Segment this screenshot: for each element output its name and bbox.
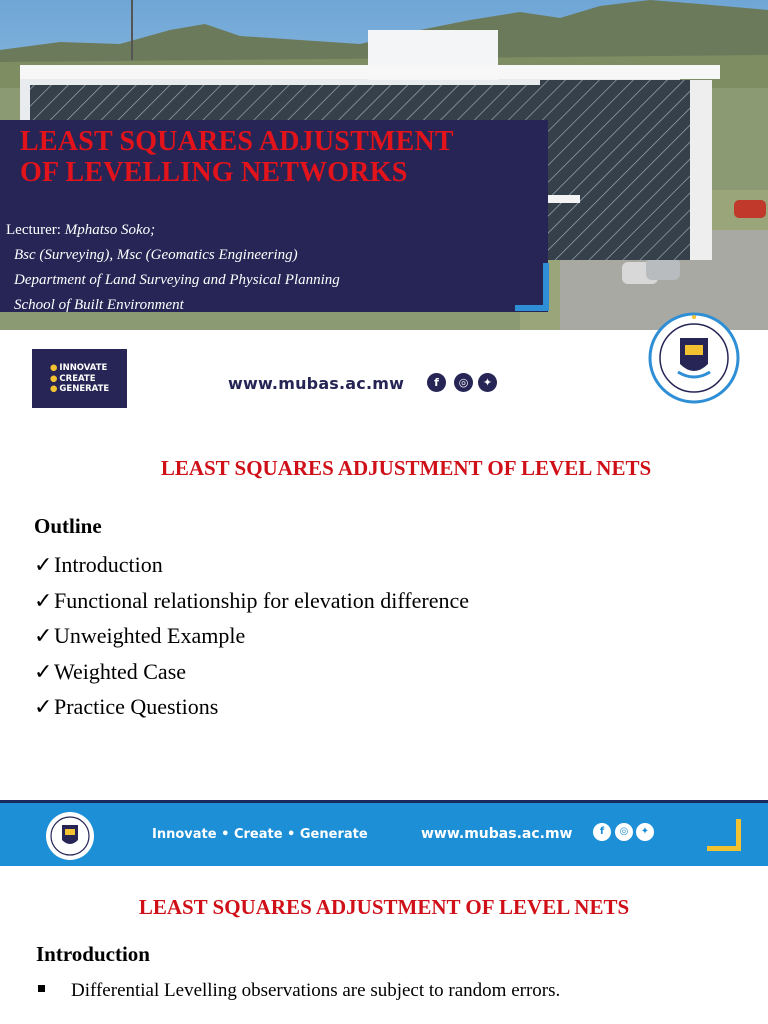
banner-website-link[interactable]: www.mubas.ac.mw xyxy=(421,826,573,842)
title-panel xyxy=(0,120,548,312)
lecturer-label: Lecturer: xyxy=(6,222,65,238)
banner-tagline: Innovate • Create • Generate xyxy=(152,827,368,842)
accent-corner-bracket xyxy=(515,263,549,311)
check-mark-icon: ✓ xyxy=(34,552,53,577)
lecturer-row xyxy=(6,218,340,243)
innovate-create-generate-badge xyxy=(32,349,127,408)
slide-banner xyxy=(0,800,768,866)
introduction-slide-heading: LEAST SQUARES ADJUSTMENT OF LEVEL NETS xyxy=(138,895,630,919)
outline-item: ✓Functional relationship for elevation difference xyxy=(34,583,469,619)
brand-line-2: ● CREATE xyxy=(50,373,96,384)
university-seal-icon xyxy=(648,312,740,404)
square-bullet-icon xyxy=(38,985,45,992)
twitter-icon[interactable]: ✦ xyxy=(478,373,497,392)
title-line-1: LEAST SQUARES ADJUSTMENT xyxy=(20,126,454,157)
lecturer-name: Mphatso Soko; xyxy=(64,222,156,238)
facebook-icon[interactable]: f xyxy=(593,823,611,841)
university-seal-icon xyxy=(45,811,95,861)
introduction-title: Introduction xyxy=(36,942,150,966)
outline-slide-heading: LEAST SQUARES ADJUSTMENT OF LEVEL NETS xyxy=(160,456,652,480)
introduction-bullet: Differential Levelling observations are subject to random errors. xyxy=(38,980,560,1002)
lecturer-department: Department of Land Surveying and Physical Planning xyxy=(14,272,340,288)
banner-corner-bracket xyxy=(707,819,741,851)
outline-list xyxy=(34,547,469,725)
lecturer-qualifications: Bsc (Surveying), Msc (Geomatics Engineering) xyxy=(14,247,298,263)
outline-item: ✓Practice Questions xyxy=(34,689,469,725)
check-mark-icon: ✓ xyxy=(34,694,53,719)
brand-line-1: ● INNOVATE xyxy=(50,363,108,373)
title-slide xyxy=(0,0,768,420)
presentation-title xyxy=(20,126,540,188)
lecturer-school: School of Built Environment xyxy=(14,297,184,313)
facebook-icon[interactable]: f xyxy=(427,373,446,392)
title-line-2: OF LEVELLING NETWORKS xyxy=(20,157,408,188)
check-mark-icon: ✓ xyxy=(34,587,53,613)
twitter-icon[interactable]: ✦ xyxy=(636,823,654,841)
instagram-icon[interactable]: ◎ xyxy=(454,373,473,392)
outline-item: ✓Introduction xyxy=(34,547,469,583)
check-mark-icon: ✓ xyxy=(34,623,53,648)
lecturer-info xyxy=(6,218,340,318)
brand-line-3: ● GENERATE xyxy=(50,384,110,394)
check-mark-icon: ✓ xyxy=(34,658,53,684)
website-link[interactable]: www.mubas.ac.mw xyxy=(228,374,405,393)
instagram-icon[interactable]: ◎ xyxy=(615,823,633,841)
outline-item: ✓Weighted Case xyxy=(34,654,469,690)
outline-item: ✓Unweighted Example xyxy=(34,618,469,654)
outline-title: Outline xyxy=(34,514,102,538)
